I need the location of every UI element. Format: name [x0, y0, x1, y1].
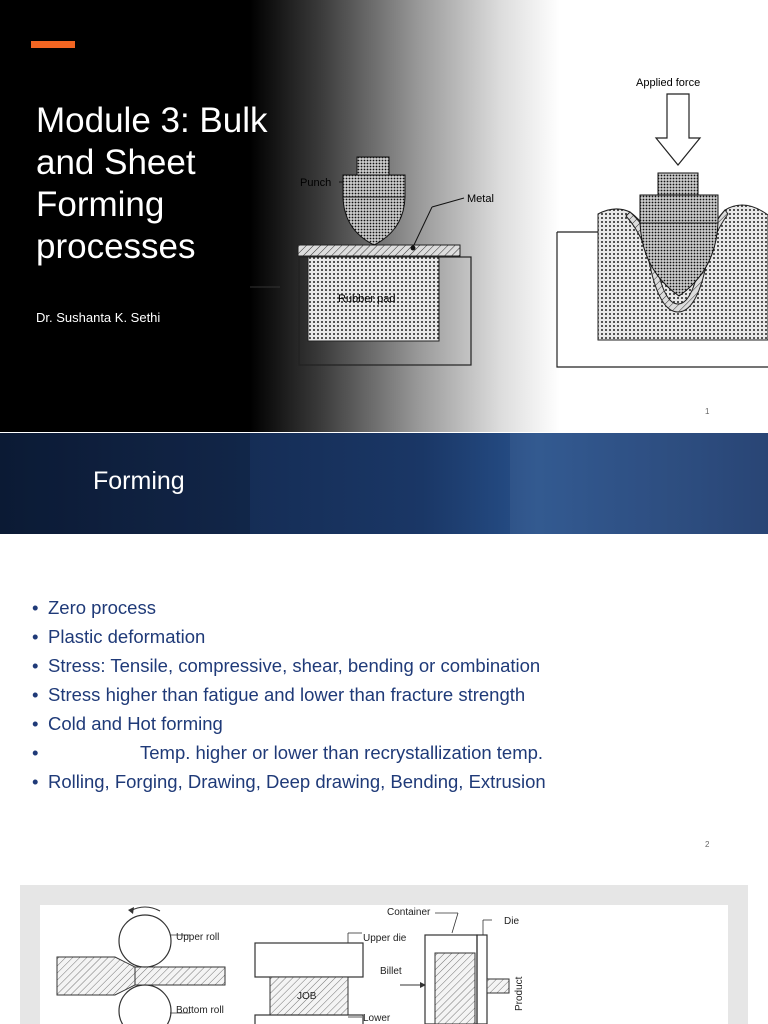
bullet-item: • Zero process	[32, 597, 156, 618]
applied-force-label: Applied force	[636, 77, 701, 89]
forming-processes-figure	[40, 905, 728, 1024]
bullet-list	[32, 593, 546, 796]
bullet-item: • Stress higher than fatigue and lower than fracture strength	[32, 684, 526, 705]
slide-3	[20, 885, 748, 1024]
job-label: JOB	[297, 991, 317, 1002]
bottom-roll-label: Bottom roll	[176, 1005, 224, 1016]
extrusion-diagram	[400, 913, 509, 1024]
slide-1-number: 1	[705, 407, 710, 416]
figure-after	[557, 94, 768, 367]
product-label: Product	[514, 976, 525, 1011]
bullet-item: • Plastic deformation	[32, 626, 206, 647]
slide-2-number: 2	[705, 840, 710, 849]
lower-die-label: Lower	[363, 1013, 391, 1024]
die-label: Die	[504, 916, 520, 927]
punch-label: Punch	[300, 177, 332, 189]
rubber-pad-forming-figure	[0, 0, 768, 432]
bullet-item: • Stress: Tensile, compressive, shear, bending or combination	[32, 655, 541, 676]
header-shade-right	[510, 433, 768, 534]
container-label: Container	[387, 907, 431, 918]
slide-2-title: Forming	[93, 467, 185, 495]
slide-2-header	[0, 433, 768, 534]
bullet-item: • Rolling, Forging, Drawing, Deep drawing, Bending, Extrusion	[32, 771, 546, 792]
slide-1	[0, 0, 768, 432]
metal-label: Metal	[467, 193, 494, 205]
upper-roll-label: Upper roll	[176, 932, 220, 943]
forging-diagram	[255, 933, 363, 1024]
figure-before	[250, 157, 471, 365]
slide-1-author: Dr. Sushanta K. Sethi	[36, 310, 161, 325]
bullet-item: • Cold and Hot forming	[32, 713, 223, 734]
rubber-pad-label: Rubber pad	[338, 293, 396, 305]
slide-1-title: Module 3: Bulk and Sheet Forming processes	[36, 101, 268, 266]
billet-label: Billet	[380, 966, 402, 977]
slide-2	[0, 433, 768, 865]
bullet-item: • Temp. higher or lower than recrystallization temp.	[32, 742, 544, 763]
upper-die-label: Upper die	[363, 933, 407, 944]
slide-3-figure-panel	[40, 905, 728, 1024]
